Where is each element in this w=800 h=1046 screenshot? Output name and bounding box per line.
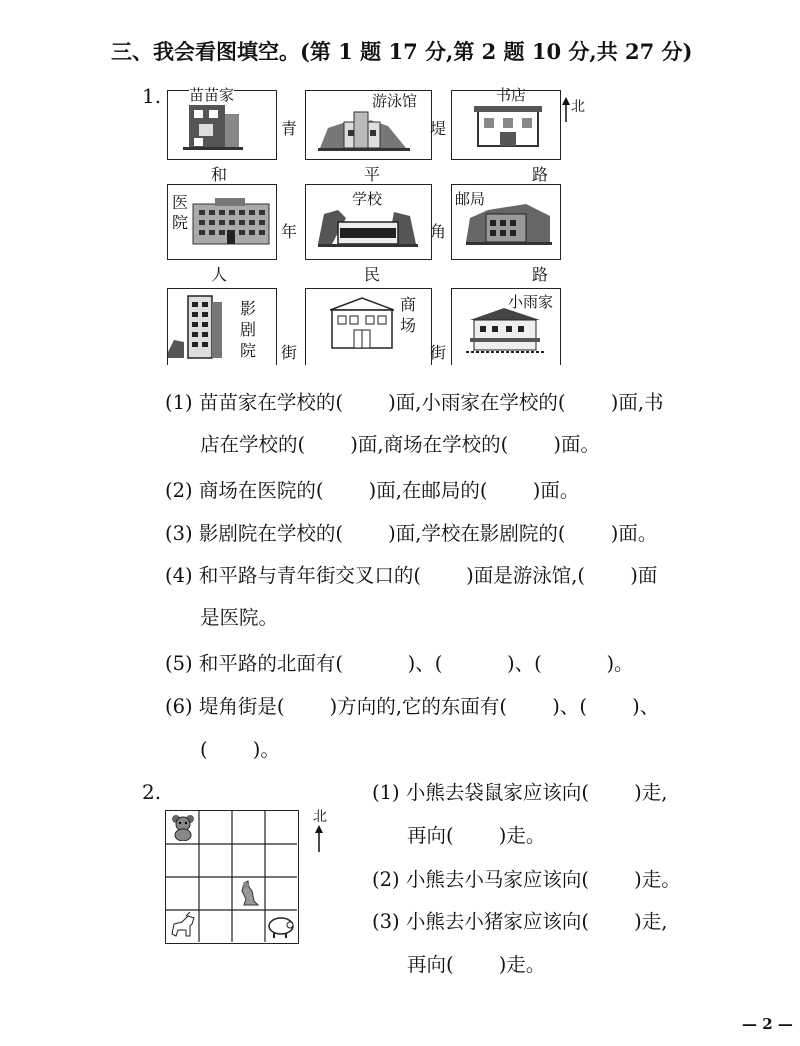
q2-line-5: 再向( )走。 <box>407 953 546 976</box>
q1-line-4: (3) 影剧院在学校的( )面,学校在影剧院的( )面。 <box>165 522 658 545</box>
kangaroo-icon <box>234 879 262 907</box>
road-dijiao-1: 堤 <box>430 119 447 138</box>
north-arrow-icon <box>561 96 571 122</box>
road-heping-2: 平 <box>364 165 381 184</box>
q2-north-arrow-icon <box>314 824 324 852</box>
section-title: 三、我会看图填空。(第 1 题 17 分,第 2 题 10 分,共 27 分) <box>111 39 693 64</box>
road-qingnian-1: 青 <box>281 119 298 138</box>
q2-north-label: 北 <box>313 809 327 825</box>
label-school: 学校 <box>352 190 383 208</box>
horse-icon <box>168 912 198 940</box>
road-dijiao-3: 街 <box>430 343 447 362</box>
label-hospital-2: 院 <box>172 213 189 232</box>
page-number: — 2 — <box>742 1015 793 1033</box>
label-theater-2: 剧 <box>240 320 257 339</box>
q2-number: 2. <box>142 780 162 804</box>
q1-number: 1. <box>142 84 162 108</box>
q2-line-2: 再向( )走。 <box>407 824 546 847</box>
label-theater-1: 影 <box>240 299 257 318</box>
road-renmin-1: 人 <box>211 265 228 284</box>
q2-grid <box>165 810 299 944</box>
q1-line-6: 是医院。 <box>200 606 279 629</box>
label-mall-2: 场 <box>400 316 417 335</box>
q1-line-2: 店在学校的( )面,商场在学校的( )面。 <box>200 433 601 456</box>
road-dijiao-2: 角 <box>430 222 447 241</box>
hospital-icon <box>191 196 271 248</box>
q1-line-7: (5) 和平路的北面有( )、( )、( )。 <box>165 652 634 675</box>
road-qingnian-3: 街 <box>281 343 298 362</box>
road-renmin-3: 路 <box>532 265 549 284</box>
bookstore-icon <box>474 104 542 150</box>
label-xiaoyu: 小雨家 <box>508 293 554 311</box>
q2-line-1: (1) 小熊去袋鼠家应该向( )走, <box>372 781 668 804</box>
road-qingnian-2: 年 <box>281 222 298 241</box>
q1-line-3: (2) 商场在医院的( )面,在邮局的( )面。 <box>165 479 580 502</box>
pool-building-icon <box>318 104 410 152</box>
q1-line-5: (4) 和平路与青年街交叉口的( )面是游泳馆,( )面 <box>165 564 658 587</box>
q1-line-8: (6) 堤角街是( )方向的,它的东面有( )、( )、 <box>165 695 660 718</box>
label-miaomiao: 苗苗家 <box>189 86 235 104</box>
map-north-label: 北 <box>571 99 585 115</box>
road-heping-1: 和 <box>211 165 228 184</box>
label-bookstore: 书店 <box>496 86 527 104</box>
label-hospital-1: 医 <box>172 193 189 212</box>
pig-icon <box>266 913 296 939</box>
theater-tower-icon <box>168 292 236 362</box>
label-mall-1: 商 <box>400 295 417 314</box>
q2-line-3: (2) 小熊去小马家应该向( )走。 <box>372 868 681 891</box>
road-renmin-2: 民 <box>364 265 381 284</box>
q2-line-4: (3) 小熊去小猪家应该向( )走, <box>372 910 668 933</box>
q1-line-1: (1) 苗苗家在学校的( )面,小雨家在学校的( )面,书 <box>165 391 664 414</box>
label-pool: 游泳馆 <box>372 92 418 110</box>
road-heping-3: 路 <box>532 165 549 184</box>
bear-icon <box>169 813 197 841</box>
xiaoyu-home-icon <box>466 306 544 356</box>
label-post: 邮局 <box>455 190 486 208</box>
label-theater-3: 院 <box>240 341 257 360</box>
mall-icon <box>330 296 394 352</box>
q1-line-9: ( )。 <box>200 738 280 761</box>
school-icon <box>318 204 418 248</box>
miaomiao-home-icon <box>183 100 243 152</box>
